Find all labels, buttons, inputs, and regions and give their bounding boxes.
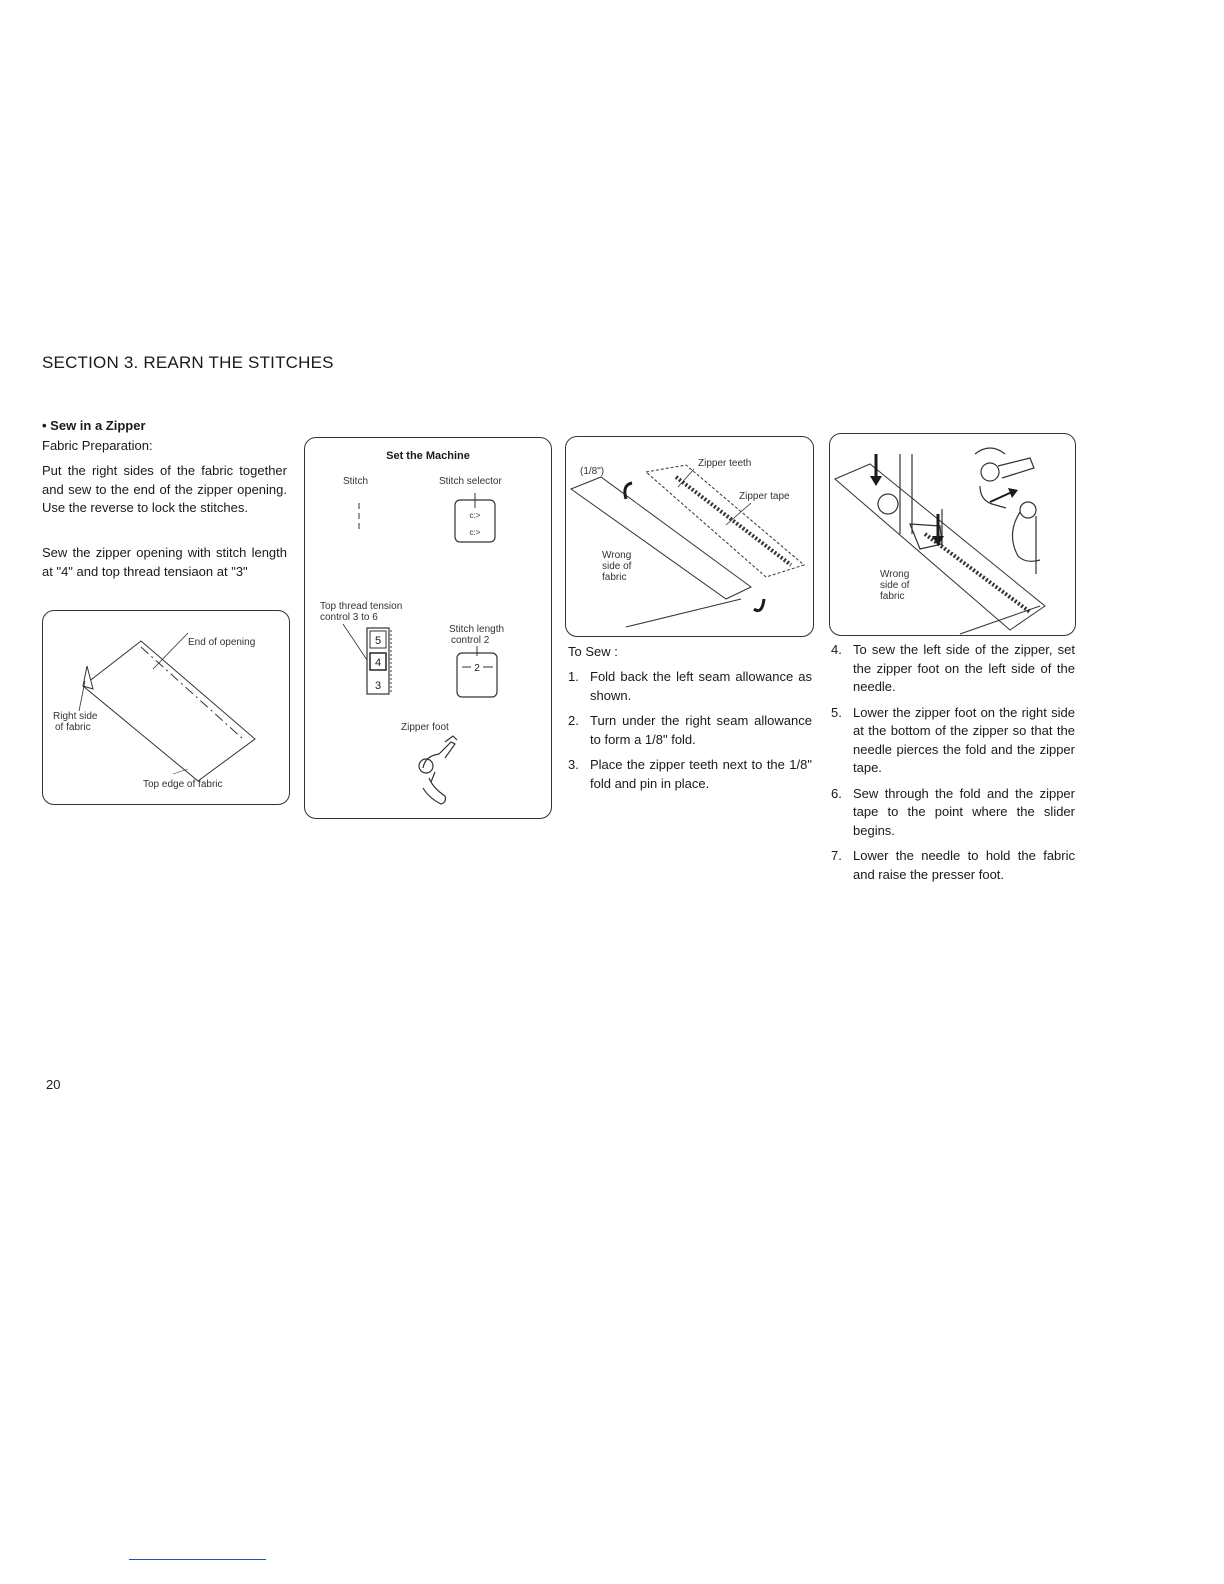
set-machine-title: Set the Machine bbox=[386, 450, 470, 462]
step-number: 6. bbox=[831, 785, 842, 801]
step-number: 4. bbox=[831, 642, 842, 657]
step-text: Sew through the fold and the zipper tape to the point where the slider begins. bbox=[853, 785, 1075, 838]
zipper-foot-figure bbox=[829, 433, 1076, 636]
fold-label: (1/8") bbox=[580, 466, 605, 477]
step-text: Place the zipper teeth next to the 1/8" fold and pin in place. bbox=[590, 757, 812, 791]
end-of-opening-label: End of opening bbox=[188, 637, 256, 648]
step-number: 3. bbox=[568, 757, 579, 772]
svg-text:c:>: c:> bbox=[469, 511, 481, 520]
step-3 bbox=[568, 756, 812, 793]
right-side-label-1: Right side bbox=[53, 711, 98, 722]
stitch-length-label-2: control 2 bbox=[451, 635, 490, 646]
step-text: Lower the zipper foot on the right side at the bottom of the zipper so that the needle pierces the fold and the zipper tape. bbox=[853, 704, 1075, 775]
stitch-length-value: 2 bbox=[474, 663, 480, 674]
fabric-figure bbox=[42, 610, 290, 805]
wrong-side-label-2: side of bbox=[602, 561, 632, 572]
step-6 bbox=[831, 785, 1075, 841]
needle-and-foot-icon bbox=[878, 454, 942, 549]
zipper-placement-figure bbox=[565, 436, 814, 637]
stitch-length-label-1: Stitch length bbox=[449, 624, 505, 635]
machine-settings-illustration bbox=[305, 438, 551, 818]
dial-value-4: 4 bbox=[374, 657, 382, 669]
svg-text:c:>: c:> bbox=[469, 528, 481, 537]
zipper-teeth-label: Zipper teeth bbox=[698, 458, 752, 469]
steps-list-left bbox=[568, 668, 812, 793]
wrong-side-label-1: Wrong bbox=[602, 550, 632, 561]
machine-settings-figure bbox=[304, 437, 552, 819]
fabric-prep-heading: Fabric Preparation: bbox=[42, 438, 153, 453]
dial-value-5: 5 bbox=[374, 635, 382, 647]
zipper-foot-detail-icon bbox=[975, 448, 1040, 574]
stitch-length-dial-icon bbox=[457, 646, 497, 697]
step-7 bbox=[831, 847, 1075, 884]
zipper-foot-label: Zipper foot bbox=[401, 722, 449, 733]
prep-paragraph-2: Sew the zipper opening with stitch length at "4" and top thread tensiaon at "3" bbox=[42, 545, 287, 579]
zipper-placement-illustration bbox=[566, 437, 813, 636]
step-text: Lower the needle to hold the fabric and raise the presser foot. bbox=[853, 848, 1075, 882]
tension-label-2: control 3 to 6 bbox=[320, 612, 378, 623]
step-text: Turn under the right seam allowance to form a 1/8" fold. bbox=[590, 713, 812, 747]
foot-wrong-side-label-3: fabric bbox=[880, 591, 905, 602]
steps-list-right bbox=[831, 641, 1075, 884]
fabric-illustration bbox=[43, 611, 289, 804]
foot-wrong-side-label-1: Wrong bbox=[880, 569, 910, 580]
tension-dial-icon bbox=[343, 624, 391, 694]
tension-label-1: Top thread tension bbox=[320, 601, 403, 612]
zipper-tape-label: Zipper tape bbox=[739, 491, 790, 502]
zipper-foot-illustration bbox=[830, 434, 1075, 635]
dial-value-3: 3 bbox=[374, 680, 382, 692]
step-text: To sew the left side of the zipper, set the zipper foot on the left side of the needle. bbox=[853, 642, 1075, 694]
to-sew-heading: To Sew : bbox=[568, 644, 618, 659]
step-number: 5. bbox=[831, 704, 842, 720]
step-1 bbox=[568, 668, 812, 705]
footer-rule bbox=[129, 1559, 266, 1560]
prep-paragraph-1: Put the right sides of the fabric together and sew to the end of the zipper opening. Use the reverse to lock the stitches. bbox=[42, 463, 287, 515]
step-number: 7. bbox=[831, 848, 842, 863]
step-4 bbox=[831, 641, 1075, 697]
step-5 bbox=[831, 704, 1075, 778]
foot-wrong-side-label-2: side of bbox=[880, 580, 910, 591]
stitch-selector-label: Stitch selector bbox=[439, 476, 502, 487]
stitch-label: Stitch bbox=[343, 476, 369, 487]
step-text: Fold back the left seam allowance as shown. bbox=[590, 669, 812, 703]
step-2 bbox=[568, 712, 812, 749]
step-number: 1. bbox=[568, 669, 579, 684]
page-number: 20 bbox=[46, 1077, 61, 1092]
zipper-foot-icon bbox=[419, 736, 457, 804]
step-number: 2. bbox=[568, 713, 579, 728]
zipper-heading: • Sew in a Zipper bbox=[42, 418, 146, 433]
section-title: SECTION 3. REARN THE STITCHES bbox=[42, 353, 334, 372]
top-edge-label: Top edge of fabric bbox=[143, 779, 223, 790]
wrong-side-label-3: fabric bbox=[602, 572, 627, 583]
right-side-label-2: of fabric bbox=[55, 722, 91, 733]
